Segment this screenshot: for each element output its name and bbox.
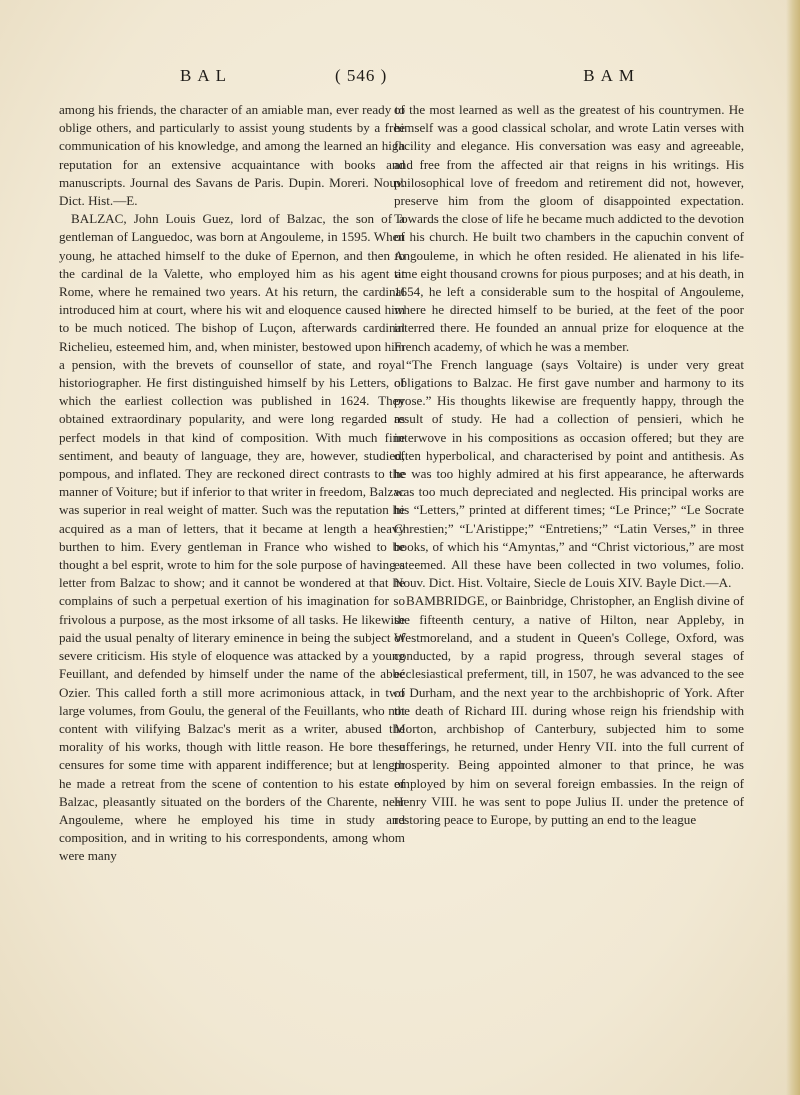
right-paragraph: of the most learned as well as the greatest of his countrymen. He himself was a good classical scholar, and wrote Latin verses with facility and elegance. His conversation was easy and agreeable, and free from the affected air that reigns in his writings. His philosophical love of freedom and retirement did not, however, preserve him from the gloom of disappointed expectation. Towards the close of life he became much addicted to the devotion of his church. He built two chambers in the capuchin convent of Angouleme, in which he often resided. He alienated in his life-time eight thousand crowns for pious purposes; and at his death, in 1654, he left a considerable sum to the hospital of Angouleme, where he directed himself to be buried, at the feet of the poor interred there. He founded an annual prize for eloquence at the French academy, of which he was a member.: [394, 102, 744, 354]
right-paragraph: “The French language (says Voltaire) is under very great obligations to Balzac. He first gave number and harmony to its prose.” His thoughts likewise are frequently happy, through the result of study. He had a collection of pensieri, which he interwove in his compositions as occasion offered; but they are often hyperbolical, and characterised by point and antithesis. As he was too highly admired at his first appearance, he afterwards was too much depreciated and neglected. His principal works are his “Letters,” printed at different times; “Le Prince;” “Le Socrate Chrestien;” “L'Aristippe;” “Entretiens;” “Latin Verses,” in three books, of which his “Amyntas,” and “Christ victorious,” are most esteemed. All these have been collected in two volumes, folio. Nouv. Dict. Hist. Voltaire, Siecle de Louis XIV. Bayle Dict.—A.: [394, 356, 744, 591]
header-right-word: BAM: [583, 66, 640, 85]
page-number: ( 546 ): [335, 66, 388, 85]
right-column: [394, 101, 744, 829]
left-paragraph: BALZAC, John Louis Guez, lord of Balzac, the son of a gentleman of Languedoc, was born at Angouleme, in 1595. When young, he attached himself to the duke of Epernon, and then to the cardinal de la Valette, who employed him as his agent at Rome, where he remained two years. At his return, the cardinal introduced him at court, where his wit and eloquence caused him to be much noticed. The bishop of Luçon, afterwards cardinal Richelieu, esteemed him, and, when minister, bestowed upon him a pension, with the brevets of counsellor of state, and royal historiographer. He first distinguished himself by his Letters, of which the earliest collection was published in 1624. They obtained extraordinary popularity, and were long regarded as perfect models in that kind of composition. With much fine sentiment, and beauty of language, they are, however, studied, pompous, and inflated. They are reckoned direct contrasts to the manner of Voiture; but if inferior to that writer in freedom, Balzac was superior in real weight of matter. Such was the reputation he acquired as a man of letters, that it became at length a heavy burthen to him. Every gentleman in France who wished to be thought a bel esprit, wrote to him for the sole purpose of having a letter from Balzac to show; and it cannot be wondered at that he complains of such a perpetual exertion of his imagination for so frivolous a purpose, as the most irksome of all tasks. He likewise paid the usual penalty of literary eminence in being the subject of severe criticism. His style of eloquence was attacked by a young Feuillant, and defended by himself under the name of the abbé Ozier. This called forth a still more acrimonious attack, in two large volumes, from Goulu, the general of the Feuillants, who not content with vilifying Balzac's merit as a writer, abused the morality of his works, though with little reason. He bore these censures for some time with apparent indifference; but at length he made a retreat from the scene of contention to his estate of Balzac, pleasantly situated on the borders of the Charente, near Angouleme, where he employed his time in study and composition, and in writing to his correspondents, among whom were many: [59, 211, 405, 864]
running-header: [180, 66, 640, 92]
left-paragraph: among his friends, the character of an amiable man, ever ready to oblige others, and particularly to assist young students by a free communication of his knowledge, and among the learned an high reputation for an extensive acquaintance with books and manuscripts. Journal des Savans de Paris. Dupin. Moreri. Nouv. Dict. Hist.—E.: [59, 102, 405, 209]
page-edge: [786, 0, 800, 1095]
right-paragraph: BAMBRIDGE, or Bainbridge, Christopher, an English divine of the fifteenth century, a native of Hilton, near Appleby, in Westmoreland, and a student in Queen's College, Oxford, was conducted, by a rapid progress, through several stages of ecclesiastical preferment, till, in 1507, he was advanced to the see of Durham, and the next year to the archbishopric of York. After the death of Richard III. during whose reign his friendship with Morton, archbishop of Canterbury, subjected him to some sufferings, he returned, under Henry VII. into the full current of prosperity. Being appointed almoner to that prince, he was employed by him on several foreign embassies. In the reign of Henry VIII. he was sent to pope Julius II. under the pretence of restoring peace to Europe, by putting an end to the league: [394, 593, 744, 827]
left-column: [59, 101, 405, 866]
header-left-word: BAL: [180, 66, 232, 85]
